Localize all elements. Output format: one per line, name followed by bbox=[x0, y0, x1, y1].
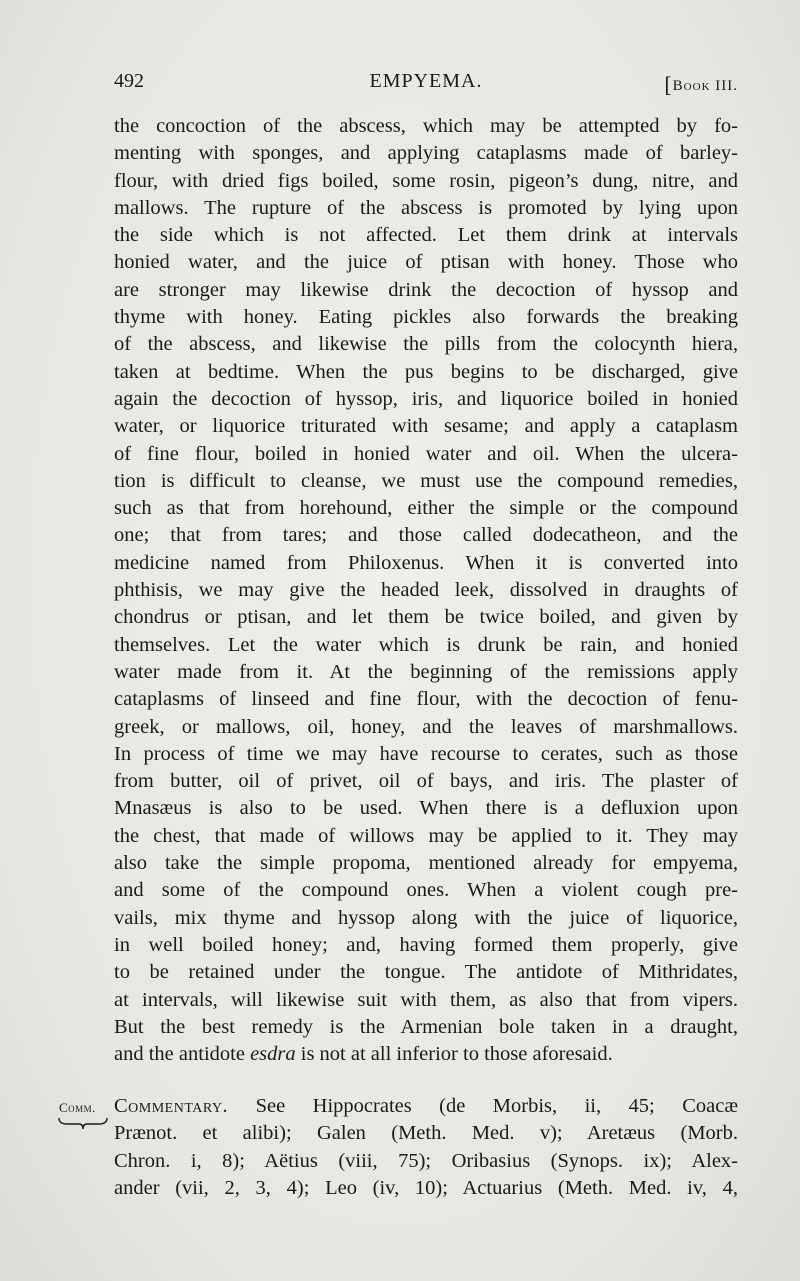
main-paragraph bbox=[114, 113, 738, 1068]
text-line: are stronger may likewise drink the decoction of hyssop and bbox=[114, 278, 738, 301]
text-line: honied water, and the juice of ptisan with honey. Those who bbox=[114, 251, 738, 274]
commentary-line: Chron. i, 8); Aëtius (viii, 75); Oribasius (Synops. ix); Alex- bbox=[114, 1149, 738, 1172]
text-line: in well boiled honey; and, having formed them properly, give bbox=[114, 933, 738, 956]
brace-icon bbox=[57, 1116, 109, 1130]
book-label: Book III. bbox=[672, 78, 738, 94]
text-line: medicine named from Philoxenus. When it is converted into bbox=[114, 551, 738, 574]
page-number: 492 bbox=[114, 70, 144, 92]
commentary-line-rest: See Hippocrates (de Morbis, ii, 45; Coacæ bbox=[228, 1095, 738, 1117]
text-line: themselves. Let the water which is drunk be rain, and honied bbox=[114, 633, 738, 656]
text-line: greek, or mallows, oil, honey, and the leaves of marshmallows. bbox=[114, 715, 738, 738]
text-line: of the abscess, and likewise the pills from the colocynth hiera, bbox=[114, 333, 738, 356]
text-line: at intervals, will likewise suit with them, as also that from vipers. bbox=[114, 988, 738, 1011]
commentary-section bbox=[114, 1093, 738, 1202]
text-line: Mnasæus is also to be used. When there is a defluxion upon bbox=[114, 797, 738, 820]
text-line: water, or liquorice triturated with sesame; and apply a cataplasm bbox=[114, 415, 738, 438]
book-reference bbox=[664, 70, 738, 96]
text-line: flour, with dried figs boiled, some rosin, pigeon’s dung, nitre, and bbox=[114, 169, 738, 192]
text-line: taken at bedtime. When the pus begins to be discharged, give bbox=[114, 360, 738, 383]
text-line: water made from it. At the beginning of the remissions apply bbox=[114, 660, 738, 683]
text-line-last bbox=[114, 1041, 738, 1068]
commentary-line: Prænot. et alibi); Galen (Meth. Med. v); Aretæus (Morb. bbox=[114, 1122, 738, 1145]
last-line-end: is not at all inferior to those aforesaid. bbox=[295, 1043, 613, 1066]
text-line: one; that from tares; and those called dodecatheon, and the bbox=[114, 524, 738, 547]
text-line: to be retained under the tongue. The antidote of Mithridates, bbox=[114, 961, 738, 984]
text-line: the concoction of the abscess, which may be attempted by fo- bbox=[114, 115, 738, 137]
text-line: tion is difficult to cleanse, we must use the compound remedies, bbox=[114, 469, 738, 492]
page-header bbox=[114, 70, 738, 100]
text-line: such as that from horehound, either the simple or the compound bbox=[114, 497, 738, 520]
text-line: the chest, that made of willows may be applied to it. They may bbox=[114, 824, 738, 847]
commentary-margin-label: Comm. bbox=[59, 1100, 96, 1115]
text-line: also take the simple propoma, mentioned already for empyema, bbox=[114, 852, 738, 875]
book-bracket: [ bbox=[664, 72, 673, 97]
text-line: mallows. The rupture of the abscess is promoted by lying upon bbox=[114, 196, 738, 219]
text-line: menting with sponges, and applying cataplasms made of barley- bbox=[114, 142, 738, 165]
text-line: But the best remedy is the Armenian bole taken in a draught, bbox=[114, 1015, 738, 1038]
commentary-line: ander (vii, 2, 3, 4); Leo (iv, 10); Actuarius (Meth. Med. iv, 4, bbox=[114, 1176, 738, 1199]
text-line: again the decoction of hyssop, iris, and liquorice boiled in honied bbox=[114, 387, 738, 410]
text-line: In process of time we may have recourse to cerates, such as those bbox=[114, 742, 738, 765]
running-title: EMPYEMA. bbox=[369, 70, 483, 92]
commentary-line bbox=[114, 1093, 738, 1120]
commentary-heading: Commentary. bbox=[114, 1095, 229, 1117]
text-line: of fine flour, boiled in honied water and oil. When the ulcera- bbox=[114, 442, 738, 465]
text-line: from butter, oil of privet, oil of bays, and iris. The plaster of bbox=[114, 770, 738, 793]
text-line: phthisis, we may give the headed leek, dissolved in draughts of bbox=[114, 579, 738, 602]
text-line: chondrus or ptisan, and let them be twice boiled, and given by bbox=[114, 606, 738, 629]
text-line: and some of the compound ones. When a violent cough pre- bbox=[114, 879, 738, 902]
text-line: the side which is not affected. Let them drink at intervals bbox=[114, 224, 738, 247]
text-line: thyme with honey. Eating pickles also forwards the breaking bbox=[114, 306, 738, 329]
italic-term: esdra bbox=[250, 1043, 296, 1066]
last-line-start: and the antidote bbox=[114, 1043, 251, 1066]
text-line: cataplasms of linseed and fine flour, with the decoction of fenu- bbox=[114, 688, 738, 711]
text-line: vails, mix thyme and hyssop along with the juice of liquorice, bbox=[114, 906, 738, 929]
